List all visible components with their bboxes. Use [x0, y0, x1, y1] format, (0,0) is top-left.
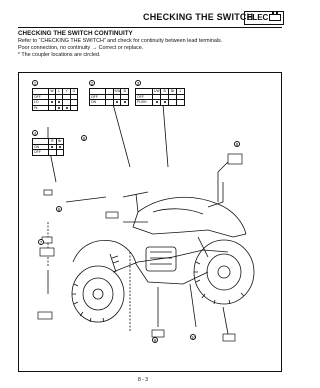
- table-cell: [113, 95, 121, 100]
- table-cell: [33, 89, 48, 94]
- callout-3: 3: [136, 81, 140, 86]
- page-header: [0, 10, 300, 28]
- callout-4: 4: [33, 131, 37, 136]
- table-cell: OFF: [91, 94, 98, 99]
- continuity-dot: [116, 101, 118, 103]
- instruction-line-1: Refer to “CHECKING THE SWITCH” and check for continuity between lead terminals.: [18, 38, 223, 44]
- table-cell: [105, 89, 113, 94]
- table-cell: [62, 95, 69, 100]
- table-cell: [120, 95, 128, 100]
- battery-icon: [269, 14, 281, 21]
- table-row: [90, 99, 128, 105]
- atv-illustration: [18, 72, 282, 372]
- table-cell: OFF: [34, 150, 41, 155]
- table-cell: [152, 100, 160, 105]
- continuity-dot: [66, 107, 68, 109]
- table-cell: [136, 89, 152, 94]
- table-cell: OFF: [34, 94, 41, 99]
- continuity-table-1: [32, 88, 78, 111]
- table-cell: [168, 100, 176, 105]
- table-cell: [48, 150, 55, 155]
- table-cell: [152, 95, 160, 100]
- callout-10: 10: [191, 335, 197, 340]
- table-cell: Y: [62, 89, 69, 94]
- elec-badge-label: ELEC: [247, 13, 269, 22]
- table-cell: W: [48, 89, 55, 94]
- note-line: [18, 52, 100, 59]
- instruction-line-2: Poor connection, no continuity → Correct or replace.: [18, 45, 144, 51]
- table-cell: Br: [56, 139, 63, 144]
- continuity-dot: [58, 107, 60, 109]
- table-row: [33, 149, 63, 155]
- table-cell: OFF: [137, 94, 144, 99]
- page-number: 8 - 3: [138, 377, 149, 383]
- note-marker: *: [18, 52, 20, 58]
- table-row: [33, 94, 77, 100]
- continuity-dot: [59, 146, 61, 148]
- table-cell: B: [120, 89, 128, 94]
- table-cell: LO: [34, 100, 39, 105]
- table-cell: HI: [34, 105, 38, 110]
- table-cell: [105, 100, 113, 105]
- table-cell: [48, 106, 55, 111]
- continuity-table-3: [135, 88, 185, 106]
- table-cell: [55, 106, 62, 111]
- continuity-dot: [51, 101, 53, 103]
- table-row: [136, 94, 184, 100]
- callout-8: 8: [235, 142, 239, 147]
- table-cell: B: [160, 89, 168, 94]
- table-cell: [48, 95, 55, 100]
- table-row: [33, 89, 77, 94]
- callout-1: 1: [33, 81, 37, 86]
- table-cell: R: [48, 139, 55, 144]
- table-cell: G: [70, 89, 77, 94]
- callout-5: 5: [82, 136, 86, 141]
- continuity-dot: [164, 101, 166, 103]
- callout-6: 6: [57, 207, 61, 212]
- table-row: [90, 94, 128, 100]
- table-cell: [176, 95, 184, 100]
- elec-badge: [244, 11, 284, 25]
- table-row: [33, 139, 63, 144]
- table-row: [33, 105, 77, 111]
- continuity-dot: [58, 101, 60, 103]
- continuity-dot: [124, 101, 126, 103]
- table-cell: L: [55, 89, 62, 94]
- table-cell: [120, 100, 128, 105]
- table-cell: [160, 100, 168, 105]
- continuity-table-2: [89, 88, 129, 106]
- table-cell: Y/W: [113, 89, 121, 93]
- callout-7: 7: [39, 240, 43, 245]
- table-cell: [55, 100, 62, 105]
- table-row: [136, 99, 184, 105]
- table-cell: [176, 100, 184, 105]
- table-cell: [48, 100, 55, 105]
- continuity-table-4: [32, 138, 64, 156]
- note-text: The coupler locations are circled.: [21, 52, 101, 58]
- table-cell: L/W: [153, 89, 160, 93]
- table-cell: [48, 145, 55, 150]
- table-cell: [55, 95, 62, 100]
- table-row: [136, 89, 184, 94]
- table-cell: [168, 95, 176, 100]
- continuity-dot: [156, 101, 158, 103]
- table-cell: [70, 106, 77, 111]
- table-cell: [70, 100, 77, 105]
- table-cell: Br: [168, 89, 176, 94]
- table-cell: ON: [91, 100, 97, 105]
- table-row: [33, 99, 77, 105]
- table-cell: [113, 100, 121, 105]
- table-cell: [56, 150, 63, 155]
- table-cell: [62, 100, 69, 105]
- table-cell: [160, 95, 168, 100]
- table-cell: [70, 95, 77, 100]
- table-cell: [56, 145, 63, 150]
- section-title: CHECKING THE SWITCH CONTINUITY: [18, 30, 133, 37]
- table-cell: PUSH: [137, 100, 147, 105]
- header-title: CHECKING THE SWITCH: [143, 12, 254, 22]
- callout-2: 2: [90, 81, 94, 86]
- wiring-figure: [18, 72, 282, 372]
- table-cell: ON: [34, 144, 40, 149]
- table-cell: [90, 89, 105, 94]
- callout-9: 9: [153, 338, 157, 343]
- table-cell: [33, 139, 48, 144]
- table-cell: [62, 106, 69, 111]
- table-cell: [105, 95, 113, 100]
- table-row: [90, 89, 128, 94]
- continuity-dot: [51, 146, 53, 148]
- table-row: [33, 144, 63, 150]
- header-rule: [18, 27, 282, 28]
- table-cell: L: [176, 89, 184, 94]
